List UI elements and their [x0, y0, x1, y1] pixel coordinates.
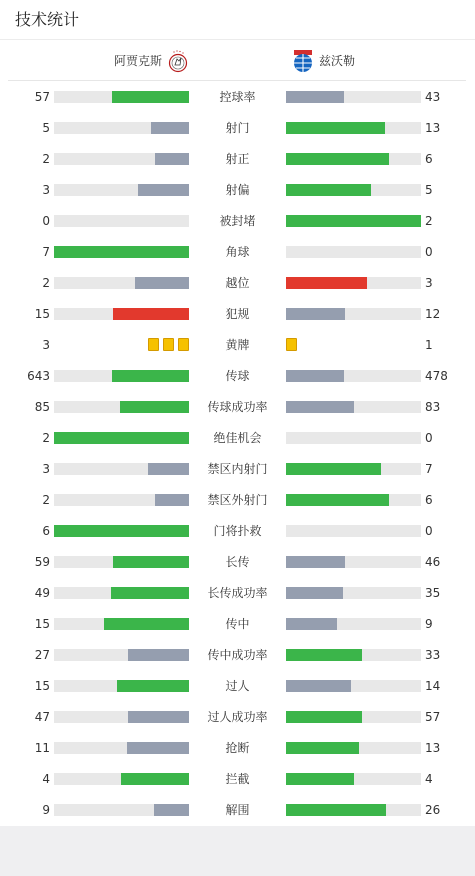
away-stat-value: 6 — [425, 152, 433, 166]
away-team-name[interactable]: 兹沃勒 — [319, 54, 356, 68]
home-stat-bar — [54, 525, 189, 537]
away-stat-bar-track — [286, 556, 421, 568]
away-stat-value: 26 — [425, 803, 441, 817]
stat-row — [0, 578, 475, 609]
stat-label: 传球成功率 — [207, 400, 268, 414]
away-stat-bar — [286, 308, 345, 320]
home-team-name[interactable]: 阿贾克斯 — [113, 54, 162, 68]
stat-row — [0, 144, 475, 175]
home-stat-bar-track — [54, 711, 189, 723]
away-stat-value: 57 — [425, 710, 441, 724]
home-stat-bar — [155, 153, 189, 165]
home-stat-bar — [112, 370, 189, 382]
home-stat-bar — [128, 711, 189, 723]
stat-label: 黄牌 — [225, 338, 250, 352]
stat-row — [0, 423, 475, 454]
away-stat-value: 4 — [425, 772, 433, 786]
home-stat-value: 2 — [42, 152, 50, 166]
stat-row — [0, 671, 475, 702]
away-stat-bar — [286, 401, 354, 413]
away-stat-bar-track — [286, 215, 421, 227]
away-stat-bar-track — [286, 153, 421, 165]
home-stat-bar-track — [54, 773, 189, 785]
away-stat-value: 0 — [425, 431, 433, 445]
away-stat-bar — [286, 618, 337, 630]
home-stat-bar — [54, 246, 189, 258]
stat-row — [0, 268, 475, 299]
home-stat-value: 3 — [42, 338, 50, 352]
stat-row — [0, 299, 475, 330]
stat-label: 被封堵 — [219, 214, 256, 228]
away-stat-value: 478 — [425, 369, 448, 383]
stat-row — [0, 485, 475, 516]
stat-label: 传中成功率 — [207, 648, 268, 662]
home-stat-bar-track — [54, 804, 189, 816]
stat-row — [0, 640, 475, 671]
away-stat-bar-track — [286, 525, 421, 537]
away-stat-value: 1 — [425, 338, 433, 352]
home-yellow-cards — [148, 338, 189, 351]
home-stat-bar — [111, 587, 189, 599]
stat-row — [0, 113, 475, 144]
home-stat-value: 2 — [42, 431, 50, 445]
home-stat-bar — [117, 680, 189, 692]
home-stat-value: 15 — [34, 617, 50, 631]
stat-row — [0, 764, 475, 795]
away-stat-bar-track — [286, 618, 421, 630]
away-stat-value: 0 — [425, 524, 433, 538]
away-stat-bar-track — [286, 122, 421, 134]
away-stat-bar-track — [286, 401, 421, 413]
home-stat-bar — [135, 277, 189, 289]
away-stat-bar-track — [286, 649, 421, 661]
home-stat-bar-track — [54, 215, 189, 227]
yellow-card-icon — [163, 338, 174, 351]
stat-label: 门将扑救 — [213, 524, 262, 538]
home-stat-value: 57 — [34, 90, 50, 104]
away-stat-bar-track — [286, 680, 421, 692]
stat-label: 长传 — [225, 555, 250, 569]
stat-label: 过人成功率 — [207, 710, 268, 724]
home-stat-bar-track — [54, 525, 189, 537]
home-stat-value: 27 — [34, 648, 50, 662]
stat-row — [0, 516, 475, 547]
home-stat-bar-track — [54, 587, 189, 599]
home-stat-value: 85 — [34, 400, 50, 414]
away-stat-bar — [286, 711, 362, 723]
away-stat-bar — [286, 215, 421, 227]
home-stat-bar — [154, 804, 189, 816]
home-stat-value: 0 — [42, 214, 50, 228]
stat-label: 过人 — [225, 679, 250, 693]
stat-row — [0, 82, 475, 113]
home-stat-value: 4 — [42, 772, 50, 786]
away-stat-bar — [286, 91, 344, 103]
away-stat-bar-track — [286, 463, 421, 475]
home-stat-value: 5 — [42, 121, 50, 135]
away-stat-bar — [286, 773, 354, 785]
away-stat-value: 6 — [425, 493, 433, 507]
stat-row — [0, 547, 475, 578]
away-stat-bar — [286, 184, 371, 196]
home-stat-bar-track — [54, 91, 189, 103]
home-stat-bar — [54, 432, 189, 444]
home-stat-value: 9 — [42, 803, 50, 817]
home-stat-bar-track — [54, 308, 189, 320]
away-stat-value: 14 — [425, 679, 441, 693]
home-stat-bar-track — [54, 463, 189, 475]
home-stat-bar — [127, 742, 189, 754]
away-stat-bar — [286, 277, 367, 289]
stat-label: 传中 — [225, 617, 250, 631]
home-stat-value: 6 — [42, 524, 50, 538]
away-stat-bar — [286, 804, 386, 816]
away-stat-bar — [286, 680, 351, 692]
away-stat-value: 13 — [425, 121, 441, 135]
stat-row — [0, 609, 475, 640]
away-stat-bar-track — [286, 773, 421, 785]
away-stat-bar-track — [286, 308, 421, 320]
home-stat-bar-track — [54, 680, 189, 692]
away-stat-bar — [286, 122, 385, 134]
yellow-card-icon — [178, 338, 189, 351]
away-stat-value: 5 — [425, 183, 433, 197]
home-stat-bar-track — [54, 370, 189, 382]
stat-label: 绝佳机会 — [213, 431, 262, 445]
home-stat-value: 3 — [42, 462, 50, 476]
home-stat-bar — [104, 618, 189, 630]
away-stat-bar-track — [286, 494, 421, 506]
away-stat-value: 7 — [425, 462, 433, 476]
away-stat-bar — [286, 649, 362, 661]
home-stat-bar-track — [54, 649, 189, 661]
home-stat-bar-track — [54, 494, 189, 506]
home-stat-bar — [112, 91, 189, 103]
home-stat-bar — [120, 401, 189, 413]
home-stat-bar — [113, 556, 189, 568]
home-stat-value: 7 — [42, 245, 50, 259]
away-stat-bar — [286, 153, 389, 165]
away-stat-bar — [286, 370, 344, 382]
away-stat-bar — [286, 587, 343, 599]
yellow-card-icon — [148, 338, 159, 351]
stat-row — [0, 237, 475, 268]
stat-row — [0, 175, 475, 206]
stat-label: 长传成功率 — [207, 586, 268, 600]
home-stat-bar — [128, 649, 189, 661]
away-stat-bar — [286, 742, 359, 754]
away-stat-bar-track — [286, 432, 421, 444]
stat-label: 禁区内射门 — [207, 462, 268, 476]
zwolle-crest-icon[interactable] — [293, 49, 313, 73]
away-stat-value: 2 — [425, 214, 433, 228]
stat-row — [0, 733, 475, 764]
home-stat-bar — [113, 308, 189, 320]
away-stat-value: 35 — [425, 586, 441, 600]
home-stat-bar — [148, 463, 189, 475]
home-stat-value: 3 — [42, 183, 50, 197]
away-stat-value: 46 — [425, 555, 441, 569]
away-stat-value: 12 — [425, 307, 441, 321]
away-stat-bar — [286, 463, 381, 475]
away-stat-bar-track — [286, 742, 421, 754]
home-stat-bar-track — [54, 122, 189, 134]
stat-row — [0, 361, 475, 392]
away-stat-value: 43 — [425, 90, 441, 104]
stat-label: 射门 — [225, 121, 250, 135]
away-stat-value: 3 — [425, 276, 433, 290]
stat-label: 解围 — [225, 803, 250, 817]
home-stat-value: 15 — [34, 679, 50, 693]
away-stat-value: 0 — [425, 245, 433, 259]
home-stat-bar-track — [54, 401, 189, 413]
stat-row — [0, 702, 475, 733]
home-stat-value: 47 — [34, 710, 50, 724]
stat-label: 犯规 — [225, 307, 250, 321]
home-stat-bar-track — [54, 184, 189, 196]
stat-row — [0, 206, 475, 237]
away-stat-bar — [286, 556, 345, 568]
stat-label: 角球 — [225, 245, 250, 259]
stat-row — [0, 330, 475, 361]
home-stat-bar-track — [54, 618, 189, 630]
home-stat-bar-track — [54, 246, 189, 258]
home-stat-value: 2 — [42, 493, 50, 507]
away-stat-bar — [286, 494, 389, 506]
home-stat-bar-track — [54, 556, 189, 568]
home-stat-bar-track — [54, 277, 189, 289]
stat-label: 越位 — [225, 276, 250, 290]
section-title: 技术统计 — [15, 10, 80, 29]
stat-label: 抢断 — [225, 741, 250, 755]
stat-label: 射偏 — [225, 183, 250, 197]
stat-label: 禁区外射门 — [207, 493, 268, 507]
home-stat-bar-track — [54, 742, 189, 754]
teams-header — [8, 41, 466, 81]
home-stat-bar-track — [54, 432, 189, 444]
home-stat-bar — [138, 184, 189, 196]
away-yellow-cards — [286, 338, 297, 351]
stat-label: 拦截 — [225, 772, 250, 786]
home-stat-bar — [155, 494, 189, 506]
home-stat-value: 59 — [34, 555, 50, 569]
home-stat-value: 49 — [34, 586, 50, 600]
stat-row — [0, 392, 475, 423]
stat-row — [0, 454, 475, 485]
away-stat-bar-track — [286, 184, 421, 196]
home-stat-value: 643 — [27, 369, 50, 383]
away-stat-value: 9 — [425, 617, 433, 631]
stat-label: 传球 — [225, 369, 250, 383]
stat-label: 射正 — [225, 152, 250, 166]
away-stat-bar-track — [286, 370, 421, 382]
home-stat-bar — [121, 773, 189, 785]
away-stat-value: 33 — [425, 648, 441, 662]
home-stat-value: 2 — [42, 276, 50, 290]
ajax-crest-icon[interactable] — [168, 49, 188, 73]
stat-row — [0, 795, 475, 826]
home-stat-bar — [151, 122, 189, 134]
away-stat-bar-track — [286, 804, 421, 816]
away-stat-bar-track — [286, 277, 421, 289]
away-stat-bar-track — [286, 246, 421, 258]
title-bar — [0, 0, 475, 40]
away-stat-bar-track — [286, 91, 421, 103]
away-stat-value: 13 — [425, 741, 441, 755]
yellow-card-icon — [286, 338, 297, 351]
away-stat-value: 83 — [425, 400, 441, 414]
away-stat-bar-track — [286, 587, 421, 599]
home-stat-value: 15 — [34, 307, 50, 321]
stat-label: 控球率 — [219, 90, 256, 104]
home-stat-bar-track — [54, 153, 189, 165]
away-stat-bar-track — [286, 711, 421, 723]
home-stat-value: 11 — [34, 741, 50, 755]
